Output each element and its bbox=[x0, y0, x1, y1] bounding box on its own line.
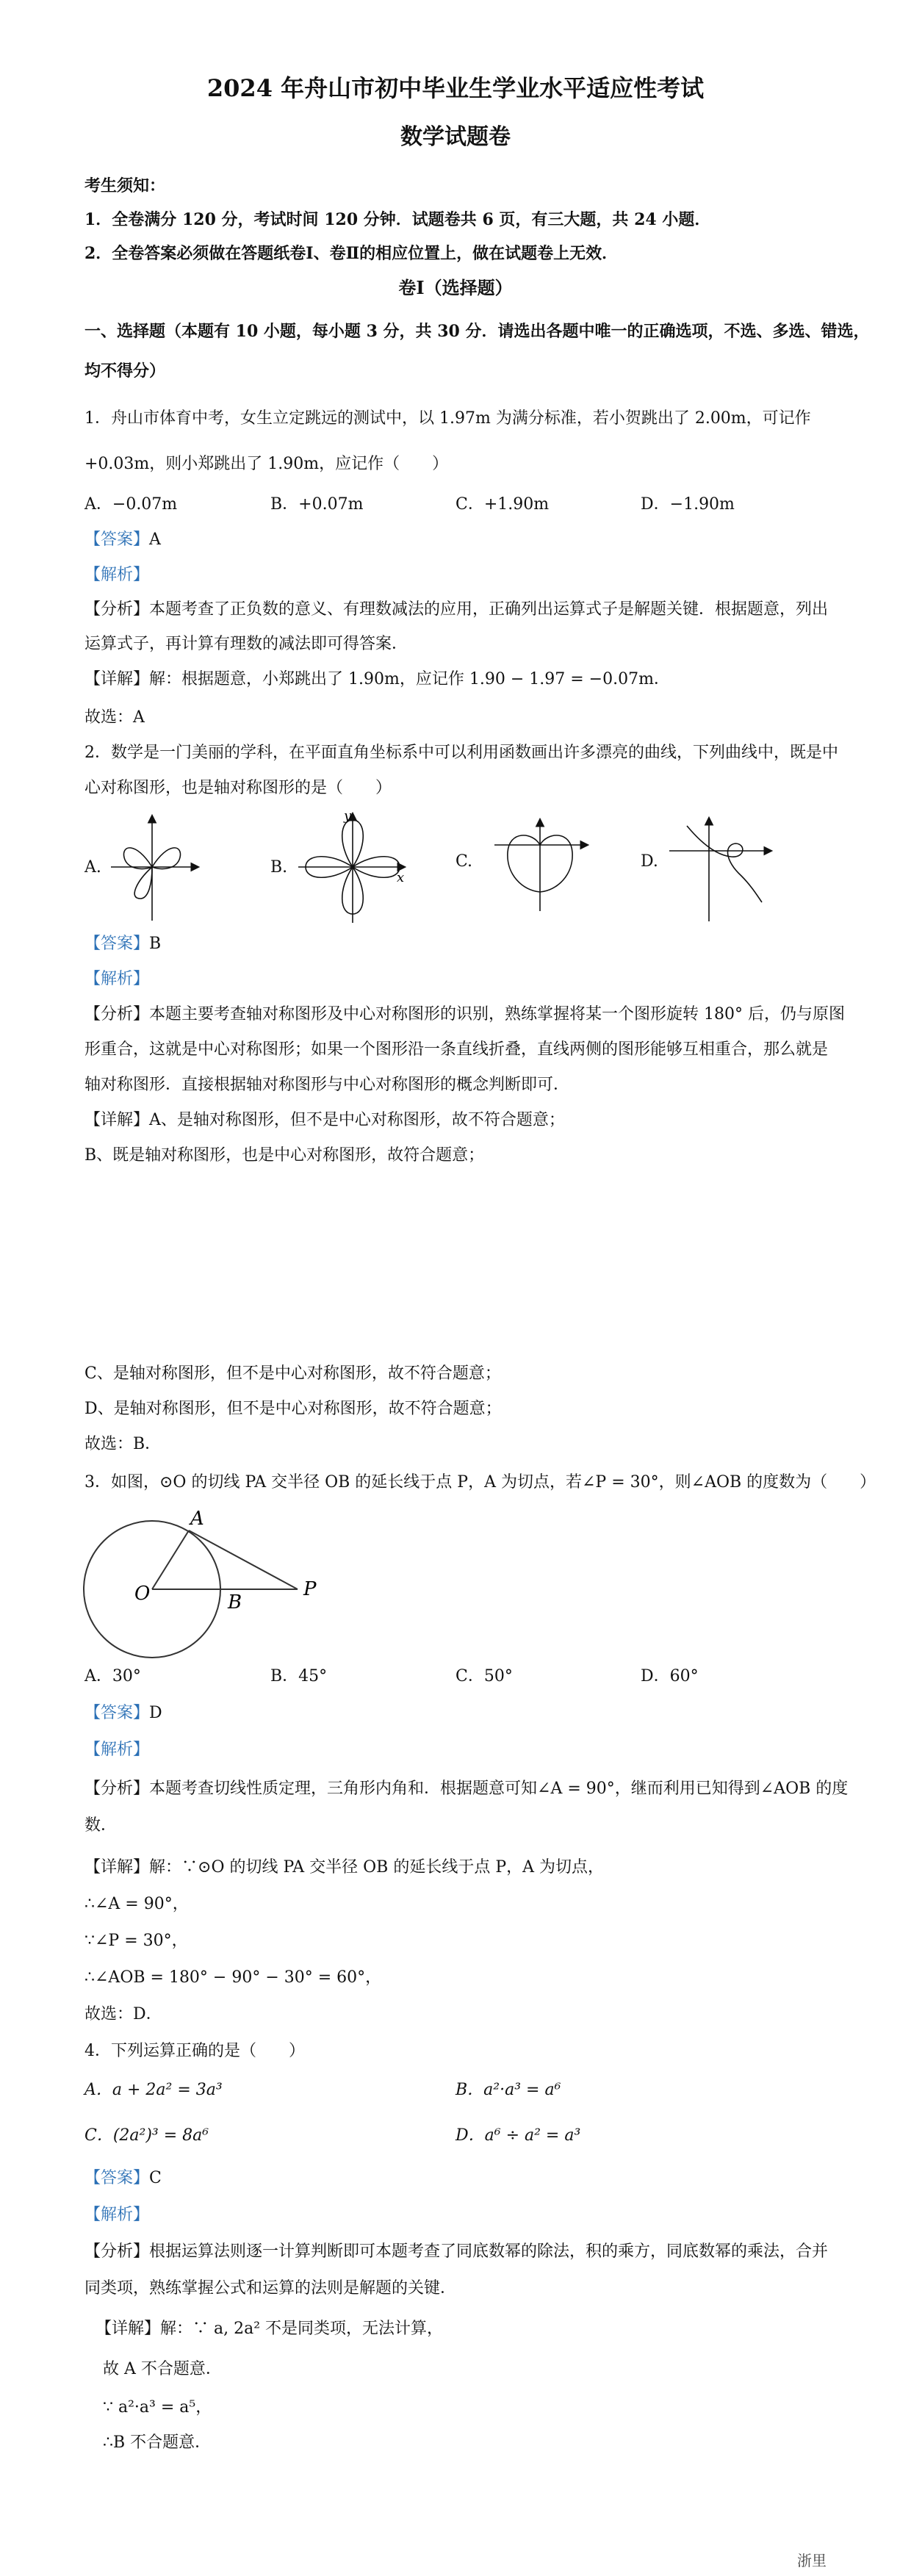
q2-figure-b bbox=[294, 808, 411, 926]
q3-figure bbox=[77, 1503, 331, 1664]
q1-option-b: B．+0.07m bbox=[270, 495, 364, 514]
q3-xiangjie-3: ∵∠P = 30°， bbox=[84, 1932, 188, 1950]
q4-option-a: A．a + 2a² = 3a³ bbox=[84, 2081, 223, 2099]
q4-analysis-label: 【解析】 bbox=[84, 2206, 150, 2224]
notice-item-2: 2．全卷答案必须做在答题纸卷Ⅰ、卷Ⅱ的相应位置上，做在试题卷上无效． bbox=[84, 244, 619, 263]
q4-fenxi-2: 同类项，熟练掌握公式和运算的法则是解题的关键． bbox=[84, 2279, 457, 2298]
q3-analysis-label: 【解析】 bbox=[84, 1741, 150, 1759]
q4-answer: 【答案】C bbox=[84, 2169, 162, 2187]
q3-option-b: B．45° bbox=[270, 1667, 328, 1685]
q3-xiangjie-2: ∴∠A = 90°， bbox=[84, 1895, 189, 1913]
q3-fenxi-2: 数． bbox=[84, 1816, 118, 1835]
q3-point-o: O bbox=[134, 1583, 151, 1605]
q2-xiangjie-d: D、是轴对称图形，但不是中心对称图形，故不符合题意； bbox=[84, 1400, 502, 1418]
footer-corner-text: 浙里 bbox=[797, 2552, 827, 2569]
notice-heading: 考生须知： bbox=[84, 176, 166, 195]
q4-option-c: C．(2a²)³ = 8a⁶ bbox=[84, 2126, 209, 2145]
q2-fenxi-1: 【分析】本题主要考查轴对称图形及中心对称图形的识别，熟练掌握将某一个图形旋转 180° 后，仍与原图 bbox=[84, 1005, 845, 1023]
q1-option-c: C．+1.90m bbox=[455, 495, 550, 514]
q1-option-d: D．−1.90m bbox=[641, 495, 735, 514]
q3-option-c: C．50° bbox=[455, 1667, 513, 1685]
q3-option-d: D．60° bbox=[641, 1667, 699, 1685]
q3-point-b: B bbox=[228, 1591, 242, 1613]
q1-analysis-label: 【解析】 bbox=[84, 566, 150, 584]
q2-figure-b-label: B. bbox=[270, 858, 288, 877]
q2-xiangjie-a: 【详解】A、是轴对称图形，但不是中心对称图形，故不符合题意； bbox=[84, 1111, 565, 1129]
q4-option-d: D．a⁶ ÷ a² = a³ bbox=[455, 2126, 581, 2145]
exam-subtitle: 数学试题卷 bbox=[400, 124, 511, 150]
q2-figure-c bbox=[489, 816, 591, 918]
q2-figure-d bbox=[665, 814, 775, 924]
q3-choose: 故选：D． bbox=[84, 2005, 162, 2023]
section-title: 卷Ⅰ（选择题） bbox=[398, 277, 513, 298]
q2-choose: 故选：B． bbox=[84, 1435, 162, 1453]
q2-figure-c-label: C. bbox=[455, 852, 473, 871]
q3-xiangjie-1: 【详解】解：∵⊙O 的切线 PA 交半径 OB 的延长线于点 P，A 为切点， bbox=[84, 1858, 605, 1877]
q1-answer: 【答案】A bbox=[84, 530, 161, 549]
q3-xiangjie-4: ∴∠AOB = 180° − 90° − 30° = 60°， bbox=[84, 1968, 382, 1987]
q1-fenxi-1: 【分析】本题考查了正负数的意义、有理数减法的应用，正确列出运算式子是解题关键．根据题意，列出 bbox=[84, 600, 829, 619]
q1-choose: 故选：A bbox=[84, 708, 145, 727]
q4-xiangjie-4: ∴B 不合题意． bbox=[103, 2433, 212, 2452]
q2-fenxi-2: 形重合，这就是中心对称图形；如果一个图形沿一条直线折叠，直线两侧的图形能够互相重合，那么就是 bbox=[84, 1040, 829, 1059]
q3-stem: 3．如图，⊙O 的切线 PA 交半径 OB 的延长线于点 P，A 为切点，若∠P = 30°，则∠AOB 的度数为（ ） bbox=[84, 1473, 876, 1492]
q4-fenxi-1: 【分析】根据运算法则逐一计算判断即可本题考查了同底数幂的除法，积的乘方，同底数幂的乘法，合并 bbox=[84, 2242, 829, 2261]
notice-item-1: 1．全卷满分 120 分，考试时间 120 分钟．试题卷共 6 页，有三大题，共 24 小题． bbox=[84, 210, 711, 229]
q2-answer: 【答案】B bbox=[84, 935, 162, 953]
q2-stem-2: 心对称图形，也是轴对称图形的是（ ） bbox=[84, 779, 392, 797]
q4-xiangjie-1: 【详解】解：∵ a, 2a² 不是同类项，无法计算， bbox=[96, 2320, 444, 2338]
q4-xiangjie-3: ∵ a²·a³ = a⁵， bbox=[103, 2398, 212, 2417]
q2-analysis-label: 【解析】 bbox=[84, 970, 150, 988]
q3-fenxi-1: 【分析】本题考查切线性质定理，三角形内角和．根据题意可知∠A = 90°，继而利用已知得到∠AOB 的度 bbox=[84, 1780, 849, 1798]
q3-option-a: A．30° bbox=[84, 1667, 141, 1685]
q1-option-a: A．−0.07m bbox=[84, 495, 178, 514]
q1-fenxi-2: 运算式子，再计算有理数的减法即可得答案． bbox=[84, 635, 408, 653]
q1-xiangjie: 【详解】解：根据题意，小郑跳出了 1.90m，应记作 1.90 − 1.97 = −0.07m． bbox=[84, 670, 670, 688]
q2-figure-a bbox=[107, 812, 202, 922]
q4-xiangjie-2: 故 A 不合题意． bbox=[103, 2360, 222, 2378]
q3-point-p: P bbox=[303, 1578, 317, 1600]
q2-figure-b-y-label: y bbox=[344, 808, 352, 824]
q2-xiangjie-b: B、既是轴对称图形，也是中心对称图形，故符合题意； bbox=[84, 1146, 485, 1165]
exam-title: 2024 年舟山市初中毕业生学业水平适应性考试 bbox=[206, 74, 705, 102]
q2-figure-a-label: A. bbox=[84, 858, 101, 877]
q2-figure-b-x-label: x bbox=[397, 870, 405, 885]
q2-fenxi-3: 轴对称图形．直接根据轴对称图形与中心对称图形的概念判断即可． bbox=[84, 1076, 570, 1094]
section-instructions-2: 均不得分） bbox=[84, 361, 166, 381]
q4-stem: 4．下列运算正确的是（ ） bbox=[84, 2042, 305, 2060]
section-instructions-1: 一、选择题（本题有 10 小题，每小题 3 分，共 30 分．请选出各题中唯一的正确选项，不选、多选、错选， bbox=[84, 322, 870, 341]
q2-figure-d-label: D. bbox=[641, 852, 658, 871]
q1-stem-2: +0.03m，则小郑跳出了 1.90m，应记作（ ） bbox=[84, 455, 449, 473]
q2-xiangjie-c: C、是轴对称图形，但不是中心对称图形，故不符合题意； bbox=[84, 1364, 501, 1383]
q4-option-b: B．a²·a³ = a⁶ bbox=[455, 2081, 561, 2099]
q1-stem-1: 1．舟山市体育中考，女生立定跳远的测试中，以 1.97m 为满分标准，若小贺跳出了 2.00m，可记作 bbox=[84, 409, 811, 428]
q3-answer: 【答案】D bbox=[84, 1704, 162, 1722]
q2-stem-1: 2．数学是一门美丽的学科，在平面直角坐标系中可以利用函数画出许多漂亮的曲线，下列曲线中，既是中 bbox=[84, 744, 839, 762]
q3-point-a: A bbox=[190, 1508, 204, 1530]
